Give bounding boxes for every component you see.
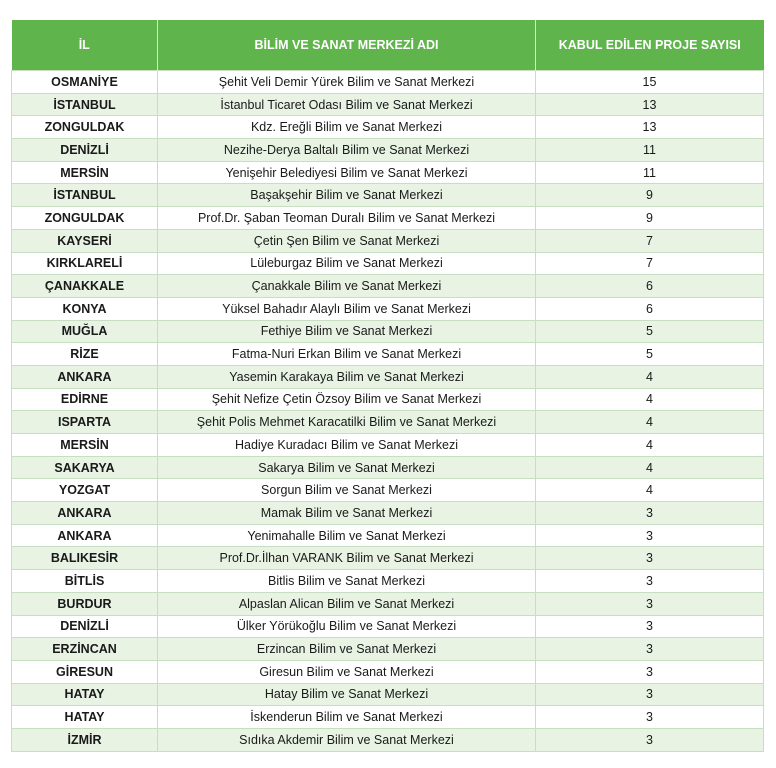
table-row — [12, 502, 764, 525]
table-row — [12, 297, 764, 320]
il-cell: KONYA — [12, 297, 158, 320]
proje-sayisi-cell: 4 — [536, 365, 764, 388]
proje-sayisi-cell: 4 — [536, 479, 764, 502]
proje-sayisi-cell: 4 — [536, 388, 764, 411]
merkez-cell: Bitlis Bilim ve Sanat Merkezi — [158, 570, 536, 593]
table-row — [12, 570, 764, 593]
il-cell: BURDUR — [12, 592, 158, 615]
merkez-cell: Prof.Dr. Şaban Teoman Duralı Bilim ve Sanat Merkezi — [158, 207, 536, 230]
merkez-cell: Lüleburgaz Bilim ve Sanat Merkezi — [158, 252, 536, 275]
merkez-cell: Prof.Dr.İlhan VARANK Bilim ve Sanat Merkezi — [158, 547, 536, 570]
il-cell: MERSİN — [12, 161, 158, 184]
merkez-cell: Sıdıka Akdemir Bilim ve Sanat Merkezi — [158, 728, 536, 751]
il-cell: ZONGULDAK — [12, 207, 158, 230]
header-proje-sayisi: KABUL EDİLEN PROJE SAYISI — [536, 20, 764, 71]
proje-sayisi-cell: 11 — [536, 161, 764, 184]
proje-sayisi-cell: 3 — [536, 638, 764, 661]
il-cell: SAKARYA — [12, 456, 158, 479]
proje-sayisi-cell: 3 — [536, 592, 764, 615]
proje-sayisi-cell: 3 — [536, 728, 764, 751]
table-container — [11, 20, 763, 752]
table-row — [12, 592, 764, 615]
merkez-cell: Şehit Polis Mehmet Karacatilki Bilim ve Sanat Merkezi — [158, 411, 536, 434]
merkez-cell: Erzincan Bilim ve Sanat Merkezi — [158, 638, 536, 661]
table-row — [12, 706, 764, 729]
il-cell: ÇANAKKALE — [12, 275, 158, 298]
il-cell: HATAY — [12, 683, 158, 706]
table-row — [12, 524, 764, 547]
merkez-cell: İskenderun Bilim ve Sanat Merkezi — [158, 706, 536, 729]
il-cell: OSMANİYE — [12, 71, 158, 94]
il-cell: HATAY — [12, 706, 158, 729]
merkez-cell: Şehit Nefize Çetin Özsoy Bilim ve Sanat Merkezi — [158, 388, 536, 411]
proje-sayisi-cell: 4 — [536, 456, 764, 479]
table-row — [12, 71, 764, 94]
merkez-cell: Hadiye Kuradacı Bilim ve Sanat Merkezi — [158, 434, 536, 457]
table-row — [12, 365, 764, 388]
il-cell: RİZE — [12, 343, 158, 366]
il-cell: İZMİR — [12, 728, 158, 751]
table-row — [12, 161, 764, 184]
merkez-cell: Nezihe-Derya Baltalı Bilim ve Sanat Merkezi — [158, 139, 536, 162]
header-row — [12, 20, 764, 71]
table-row — [12, 615, 764, 638]
merkez-cell: Ülker Yörükoğlu Bilim ve Sanat Merkezi — [158, 615, 536, 638]
merkez-cell: Şehit Veli Demir Yürek Bilim ve Sanat Merkezi — [158, 71, 536, 94]
table-row — [12, 388, 764, 411]
proje-sayisi-cell: 11 — [536, 139, 764, 162]
il-cell: MUĞLA — [12, 320, 158, 343]
merkez-cell: Çetin Şen Bilim ve Sanat Merkezi — [158, 229, 536, 252]
il-cell: ZONGULDAK — [12, 116, 158, 139]
table-row — [12, 434, 764, 457]
merkez-cell: Başakşehir Bilim ve Sanat Merkezi — [158, 184, 536, 207]
merkez-cell: Mamak Bilim ve Sanat Merkezi — [158, 502, 536, 525]
table-row — [12, 660, 764, 683]
proje-sayisi-cell: 3 — [536, 570, 764, 593]
merkez-cell: Sorgun Bilim ve Sanat Merkezi — [158, 479, 536, 502]
proje-sayisi-cell: 9 — [536, 184, 764, 207]
proje-sayisi-cell: 4 — [536, 434, 764, 457]
table-row — [12, 411, 764, 434]
table-body — [12, 71, 764, 752]
proje-sayisi-cell: 7 — [536, 252, 764, 275]
table-row — [12, 320, 764, 343]
table-row — [12, 275, 764, 298]
proje-sayisi-cell: 3 — [536, 502, 764, 525]
proje-sayisi-cell: 3 — [536, 547, 764, 570]
table-row — [12, 638, 764, 661]
table-row — [12, 252, 764, 275]
table-row — [12, 229, 764, 252]
merkez-cell: İstanbul Ticaret Odası Bilim ve Sanat Merkezi — [158, 93, 536, 116]
merkez-cell: Fatma-Nuri Erkan Bilim ve Sanat Merkezi — [158, 343, 536, 366]
merkez-cell: Kdz. Ereğli Bilim ve Sanat Merkezi — [158, 116, 536, 139]
header-il: İL — [12, 20, 158, 71]
header-merkez-adi: BİLİM VE SANAT MERKEZİ ADI — [158, 20, 536, 71]
proje-sayisi-cell: 3 — [536, 615, 764, 638]
proje-sayisi-cell: 7 — [536, 229, 764, 252]
proje-sayisi-cell: 6 — [536, 297, 764, 320]
table-row — [12, 116, 764, 139]
proje-sayisi-cell: 3 — [536, 683, 764, 706]
il-cell: DENİZLİ — [12, 139, 158, 162]
il-cell: YOZGAT — [12, 479, 158, 502]
il-cell: KIRKLARELİ — [12, 252, 158, 275]
merkez-cell: Yenimahalle Bilim ve Sanat Merkezi — [158, 524, 536, 547]
il-cell: ERZİNCAN — [12, 638, 158, 661]
merkez-cell: Fethiye Bilim ve Sanat Merkezi — [158, 320, 536, 343]
il-cell: GİRESUN — [12, 660, 158, 683]
il-cell: İSTANBUL — [12, 184, 158, 207]
merkez-cell: Yenişehir Belediyesi Bilim ve Sanat Merkezi — [158, 161, 536, 184]
table-row — [12, 207, 764, 230]
table-row — [12, 479, 764, 502]
proje-sayisi-cell: 9 — [536, 207, 764, 230]
table-row — [12, 184, 764, 207]
table-row — [12, 139, 764, 162]
il-cell: MERSİN — [12, 434, 158, 457]
il-cell: ANKARA — [12, 502, 158, 525]
table-row — [12, 343, 764, 366]
table-row — [12, 728, 764, 751]
proje-sayisi-cell: 3 — [536, 660, 764, 683]
proje-sayisi-cell: 3 — [536, 524, 764, 547]
proje-sayisi-cell: 15 — [536, 71, 764, 94]
il-cell: BİTLİS — [12, 570, 158, 593]
il-cell: ANKARA — [12, 524, 158, 547]
proje-sayisi-cell: 3 — [536, 706, 764, 729]
proje-sayisi-cell: 5 — [536, 320, 764, 343]
il-cell: EDİRNE — [12, 388, 158, 411]
table-row — [12, 93, 764, 116]
il-cell: ISPARTA — [12, 411, 158, 434]
table-header — [12, 20, 764, 71]
merkez-cell: Sakarya Bilim ve Sanat Merkezi — [158, 456, 536, 479]
projects-table — [11, 20, 764, 752]
merkez-cell: Hatay Bilim ve Sanat Merkezi — [158, 683, 536, 706]
il-cell: ANKARA — [12, 365, 158, 388]
merkez-cell: Çanakkale Bilim ve Sanat Merkezi — [158, 275, 536, 298]
proje-sayisi-cell: 13 — [536, 93, 764, 116]
table-row — [12, 547, 764, 570]
proje-sayisi-cell: 13 — [536, 116, 764, 139]
il-cell: DENİZLİ — [12, 615, 158, 638]
il-cell: İSTANBUL — [12, 93, 158, 116]
merkez-cell: Yasemin Karakaya Bilim ve Sanat Merkezi — [158, 365, 536, 388]
proje-sayisi-cell: 6 — [536, 275, 764, 298]
merkez-cell: Yüksel Bahadır Alaylı Bilim ve Sanat Merkezi — [158, 297, 536, 320]
table-row — [12, 456, 764, 479]
table-row — [12, 683, 764, 706]
proje-sayisi-cell: 5 — [536, 343, 764, 366]
merkez-cell: Alpaslan Alican Bilim ve Sanat Merkezi — [158, 592, 536, 615]
il-cell: KAYSERİ — [12, 229, 158, 252]
proje-sayisi-cell: 4 — [536, 411, 764, 434]
merkez-cell: Giresun Bilim ve Sanat Merkezi — [158, 660, 536, 683]
il-cell: BALIKESİR — [12, 547, 158, 570]
